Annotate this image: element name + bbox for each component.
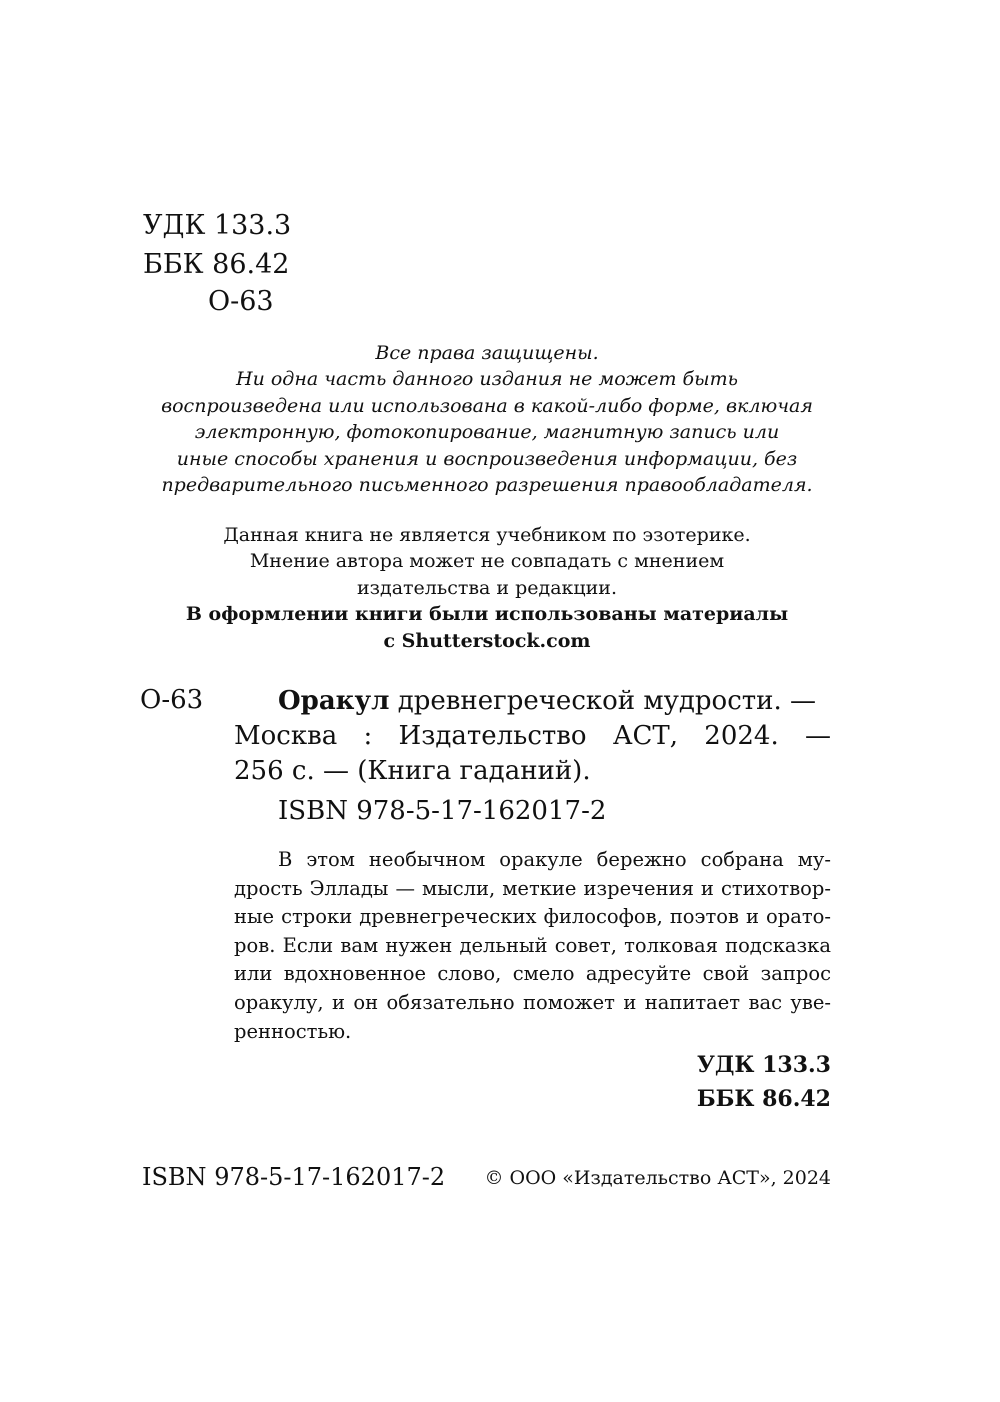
rights-line: воспроизведена или использована в какой-либо форме, включая (161, 394, 813, 417)
annotation (234, 846, 831, 1046)
copyright-notice: © ООО «Издательство АСТ», 2024 (484, 1167, 831, 1189)
book-title: Оракул (278, 686, 390, 716)
disclaimer-block (100, 522, 874, 654)
author-sign-bibliographic: О-63 (140, 685, 204, 715)
disclaimer-line: Мнение автора может не совпадать с мнением (249, 550, 725, 573)
disclaimer-line: Данная книга не является учебником по эзотерике. (223, 524, 751, 546)
image-credit-line: В оформлении книги были использованы материалы (185, 603, 789, 626)
bib-publisher-line: Москва : Издательство АСТ, 2024. — (234, 721, 831, 751)
udk-code-bottom: УДК 133.3 (697, 1052, 831, 1078)
bbk-code-top: ББК 86.42 (143, 249, 290, 280)
annotation-line: ров. Если вам нужен дельный совет, толковая подсказка (234, 933, 831, 957)
annotation-line: дрость Эллады — мысли, меткие изречения и стихотвор- (234, 876, 831, 900)
classification-bottom (697, 1048, 831, 1116)
bib-title-line (234, 684, 831, 719)
annotation-line: ренностью. (234, 1019, 352, 1043)
bibliographic-record (234, 684, 831, 829)
annotation-line: или вдохновенное слово, смело адресуйте свой запрос (234, 962, 831, 986)
rights-line: электронную, фотокопирование, магнитную запись или (194, 421, 780, 444)
rights-notice (100, 340, 874, 498)
rights-line: Все права защищены. (375, 342, 599, 364)
rights-line: Ни одна часть данного издания не может быть (236, 368, 738, 391)
bbk-code-bottom: ББК 86.42 (696, 1086, 831, 1112)
rights-line: иные способы хранения и воспроизведения информации, без (176, 447, 798, 470)
isbn-footer: ISBN 978-5-17-162017-2 (142, 1163, 446, 1191)
image-credit-line: с Shutterstock.com (383, 629, 591, 652)
bib-isbn: ISBN 978-5-17-162017-2 (278, 796, 607, 826)
annotation-line: оракулу, и он обязательно поможет и напитает вас уве- (234, 990, 831, 1014)
rights-line: предварительного письменного разрешения правообладателя. (161, 474, 813, 497)
book-subtitle: древнегреческой мудрости. — (389, 686, 817, 716)
annotation-line: В этом необычном оракуле бережно собрана му- (278, 848, 831, 871)
udk-code-top: УДК 133.3 (143, 210, 292, 241)
bib-pages-line: 256 с. — (Книга гаданий). (234, 756, 591, 786)
annotation-line: ные строки древнегреческих философов, поэтов и орато- (234, 905, 831, 929)
disclaimer-line: издательства и редакции. (356, 576, 618, 599)
author-sign-top: О-63 (208, 286, 274, 317)
